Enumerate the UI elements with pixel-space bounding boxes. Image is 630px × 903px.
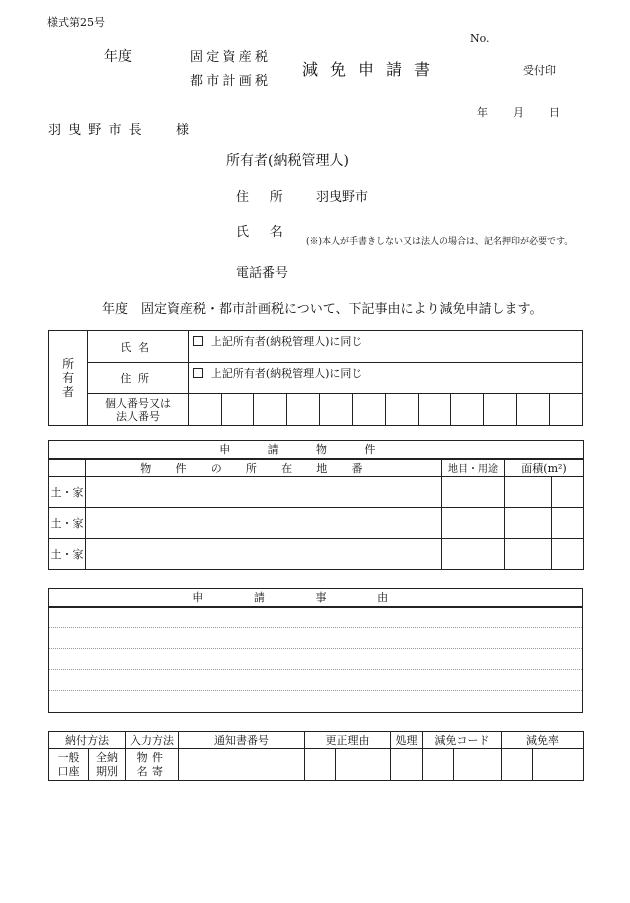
- tax-city-planning: 都市計画税: [190, 74, 272, 89]
- owner-side-label: 所有者: [49, 331, 88, 426]
- location-cell[interactable]: [86, 508, 442, 539]
- same-as-checkbox[interactable]: [193, 368, 203, 378]
- reason-line[interactable]: [49, 607, 583, 628]
- year-label: 年度: [104, 49, 132, 65]
- applicant-address-label: 住所: [236, 190, 304, 205]
- owner-address-label: 住所: [88, 363, 189, 394]
- applicant-note: (※)本人が手書きしない又は法人の場合は、記名押印が必要です。: [306, 237, 574, 247]
- id-digit[interactable]: [484, 394, 517, 426]
- date-day: 日: [549, 106, 560, 119]
- reason-table: [48, 588, 583, 713]
- id-digit[interactable]: [254, 394, 287, 426]
- hdr-processing: 処理: [391, 732, 423, 749]
- no-label: No.: [470, 32, 490, 45]
- id-digit[interactable]: [549, 394, 582, 426]
- row-type-label: 土・家: [49, 508, 86, 539]
- id-digit[interactable]: [418, 394, 451, 426]
- id-digit[interactable]: [188, 394, 221, 426]
- stamp-label: 受付印: [523, 64, 556, 77]
- payment-term-options[interactable]: 全納 期別: [89, 749, 126, 781]
- area-decimal-cell[interactable]: [552, 477, 584, 508]
- owner-name-label: 氏名: [88, 331, 189, 363]
- col-location: 物件の所在地番: [86, 459, 442, 477]
- hdr-payment-method: 納付方法: [49, 732, 126, 749]
- date-month: 月: [513, 106, 524, 119]
- processing-cell[interactable]: [391, 749, 423, 781]
- hdr-correction-reason: 更正理由: [305, 732, 391, 749]
- same-as-label: 上記所有者(納税管理人)に同じ: [210, 367, 363, 380]
- exemption-code-cell[interactable]: [423, 749, 454, 781]
- applicant-name-label: 氏名: [236, 225, 304, 240]
- hdr-exemption-rate: 減免率: [502, 732, 584, 749]
- use-cell[interactable]: [442, 508, 505, 539]
- reason-line[interactable]: [49, 649, 583, 670]
- reason-line[interactable]: [49, 628, 583, 649]
- id-digit[interactable]: [287, 394, 320, 426]
- owner-id-label: 個人番号又は 法人番号: [88, 394, 189, 426]
- reason-title: 申請事由: [49, 589, 583, 607]
- col-use: 地目・用途: [442, 459, 505, 477]
- exemption-code-cell[interactable]: [454, 749, 502, 781]
- area-cell[interactable]: [505, 477, 552, 508]
- addressee: 羽曳野市長: [48, 123, 149, 138]
- hdr-exemption-code: 減免コード: [423, 732, 502, 749]
- use-cell[interactable]: [442, 477, 505, 508]
- area-decimal-cell[interactable]: [552, 508, 584, 539]
- property-title: 申請物件: [49, 441, 584, 459]
- area-cell[interactable]: [505, 539, 552, 570]
- reason-line[interactable]: [49, 670, 583, 691]
- location-cell[interactable]: [86, 539, 442, 570]
- owner-table: [48, 330, 583, 426]
- exemption-rate-cell[interactable]: [533, 749, 584, 781]
- exemption-rate-cell[interactable]: [502, 749, 533, 781]
- form-title: 減免申請書: [302, 60, 443, 79]
- same-as-label: 上記所有者(納税管理人)に同じ: [210, 335, 363, 348]
- id-digit[interactable]: [385, 394, 418, 426]
- applicant-address-value[interactable]: 羽曳野市: [316, 190, 369, 205]
- id-digit[interactable]: [320, 394, 353, 426]
- area-cell[interactable]: [505, 508, 552, 539]
- col-area: 面積(m²): [505, 459, 584, 477]
- input-method-options[interactable]: 物件 名寄: [126, 749, 179, 781]
- id-digit[interactable]: [451, 394, 484, 426]
- applicant-phone-label: 電話番号: [236, 266, 289, 281]
- hdr-notice-number: 通知書番号: [179, 732, 305, 749]
- form-number: 様式第25号: [47, 16, 105, 29]
- location-cell[interactable]: [86, 477, 442, 508]
- honorific: 様: [176, 123, 190, 138]
- row-type-label: 土・家: [49, 539, 86, 570]
- property-table: [48, 440, 584, 570]
- notice-number-cell[interactable]: [179, 749, 305, 781]
- statement: 年度 固定資産税・都市計画税について、下記事由により減免申請します。: [102, 302, 543, 317]
- id-digit[interactable]: [221, 394, 254, 426]
- use-cell[interactable]: [442, 539, 505, 570]
- owner-name-field[interactable]: [188, 331, 582, 363]
- id-digit[interactable]: [517, 394, 550, 426]
- reason-line[interactable]: [49, 691, 583, 713]
- correction-reason-cell[interactable]: [336, 749, 391, 781]
- tax-fixed-asset: 固定資産税: [190, 50, 272, 65]
- area-decimal-cell[interactable]: [552, 539, 584, 570]
- applicant-heading: 所有者(納税管理人): [226, 153, 349, 169]
- same-as-checkbox[interactable]: [193, 336, 203, 346]
- date-year: 年: [477, 106, 488, 119]
- payment-type-options[interactable]: 一般 口座: [49, 749, 89, 781]
- row-type-label: 土・家: [49, 477, 86, 508]
- id-digit[interactable]: [352, 394, 385, 426]
- owner-address-field[interactable]: [188, 363, 582, 394]
- property-header-blank: [49, 459, 86, 477]
- correction-reason-cell[interactable]: [305, 749, 336, 781]
- office-table: [48, 731, 584, 781]
- hdr-input-method: 入力方法: [126, 732, 179, 749]
